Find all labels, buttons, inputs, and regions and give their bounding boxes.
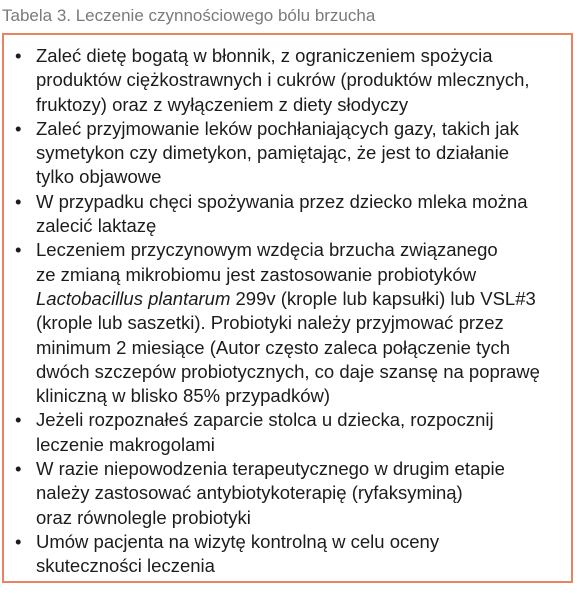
bullet-icon: • [15, 45, 22, 66]
list-item [12, 238, 565, 408]
text-line: W przypadku chęci spożywania przez dziecko mleka można [36, 190, 528, 212]
text-line: ze zmianą mikrobiomu jest zastosowanie probiotyków [36, 263, 477, 285]
list-item-text [36, 530, 565, 579]
text-line: kliniczną w blisko 85% przypadków) [36, 385, 331, 407]
recommendation-list [4, 35, 571, 579]
text-line: skuteczności leczenia [36, 555, 215, 577]
list-item [12, 190, 565, 239]
text-line: tylko objawowe [36, 166, 162, 188]
text-line: Umów pacjenta na wizytę kontrolną w celu oceny [36, 530, 440, 552]
list-item-text [36, 457, 565, 530]
text-line: Zaleć przyjmowanie leków pochłaniających gazy, takich jak [36, 117, 519, 139]
text-line: dwóch szczepów probiotycznych, co daje szansę na poprawę [36, 360, 540, 382]
text-line: oraz równolegle probiotyki [36, 506, 251, 528]
text-line: należy zastosować antybiotykoterapię (ryfaksyminą) [36, 482, 463, 504]
text-line: leczenie makrogolami [36, 433, 215, 455]
text-line: fruktozy) oraz z wyłączeniem z diety słodyczy [36, 93, 409, 115]
list-item-text [36, 238, 565, 408]
text-line: produktów ciężkostrawnych i cukrów (produktów mlecznych, [36, 69, 530, 91]
list-item [12, 408, 565, 457]
text-fragment: 299v (krople lub kapsułki) lub VSL#3 [230, 287, 536, 309]
list-item [12, 117, 565, 190]
list-item-text [36, 190, 565, 239]
text-line: Zaleć dietę bogatą w błonnik, z ograniczeniem spożycia [36, 45, 493, 66]
bullet-icon: • [15, 190, 22, 212]
list-item [12, 530, 565, 579]
list-item-text [36, 408, 565, 457]
bullet-icon: • [15, 530, 22, 552]
bullet-icon: • [15, 117, 22, 139]
table-caption: Tabela 3. Leczenie czynnościowego bólu brzucha [2, 6, 376, 25]
list-item-text [36, 44, 565, 117]
text-line: Jeżeli rozpoznałeś zaparcie stolca u dziecka, rozpocznij [36, 409, 494, 431]
list-item [12, 457, 565, 530]
bullet-icon: • [15, 458, 22, 480]
list-item [12, 44, 565, 117]
bullet-icon: • [15, 239, 22, 261]
text-line: Leczeniem przyczynowym wzdęcia brzucha związanego [36, 239, 498, 261]
text-line-mixed [36, 287, 565, 311]
table-box [2, 33, 573, 583]
text-line: (krople lub saszetki). Probiotyki należy przyjmować przez [36, 312, 504, 334]
list-item-text [36, 117, 565, 190]
text-line: minimum 2 miesiące (Autor często zaleca połączenie tych [36, 336, 510, 358]
text-line: W razie niepowodzenia terapeutycznego w drugim etapie [36, 458, 505, 480]
text-line: symetykon czy dimetykon, pamiętając, że jest to działanie [36, 142, 509, 164]
bullet-icon: • [15, 409, 22, 431]
species-name: Lactobacillus plantarum [36, 287, 231, 309]
text-line: zalecić laktazę [36, 215, 157, 237]
